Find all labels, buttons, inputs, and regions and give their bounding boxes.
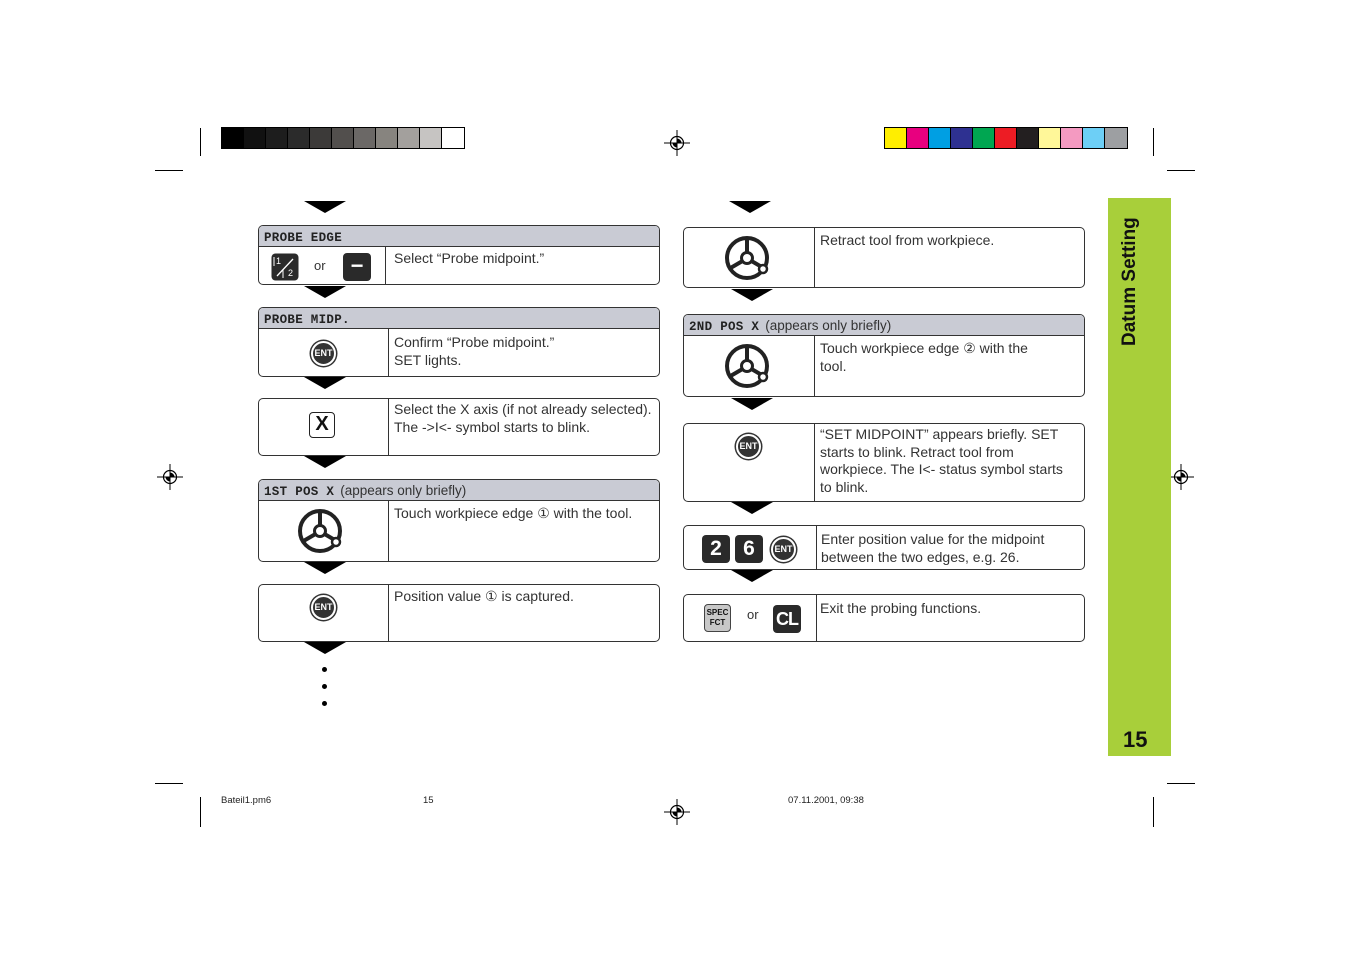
- step-description: Retract tool from workpiece.: [820, 232, 995, 248]
- color-swatch: [929, 128, 951, 148]
- color-swatch: [310, 128, 332, 148]
- color-swatch: [442, 128, 464, 148]
- color-swatch: [332, 128, 354, 148]
- color-swatch: [398, 128, 420, 148]
- flow-arrow: [304, 286, 346, 298]
- crop-mark: [155, 170, 183, 171]
- flow-arrow: [731, 570, 773, 582]
- flow-arrow: [731, 398, 773, 410]
- step-retract: [683, 227, 1085, 288]
- ent-key[interactable]: ENT: [311, 341, 336, 366]
- color-swatch: [1105, 128, 1127, 148]
- ent-key[interactable]: ENT: [771, 537, 796, 562]
- color-swatch: [1039, 128, 1061, 148]
- registration-target-icon: [664, 130, 690, 156]
- crop-mark: [1167, 783, 1195, 784]
- flow-arrow: [731, 289, 773, 301]
- color-swatch: [951, 128, 973, 148]
- color-swatch: [288, 128, 310, 148]
- svg-text:2: 2: [288, 268, 294, 278]
- color-swatch: [244, 128, 266, 148]
- continuation-dot: [322, 701, 327, 706]
- step-probe-midp: [258, 307, 660, 377]
- continuation-dot: [322, 684, 327, 689]
- step-description: Position value ① is captured.: [394, 588, 574, 604]
- or-label: or: [747, 607, 759, 622]
- color-swatch: [907, 128, 929, 148]
- display-header: 1ST POS X (appears only briefly): [259, 480, 659, 501]
- display-header: 2ND POS X (appears only briefly): [684, 315, 1084, 336]
- flow-arrow: [731, 502, 773, 514]
- step-second-pos: [683, 314, 1085, 397]
- step-probe-edge: [258, 225, 660, 285]
- spec-fct-key[interactable]: SPEC FCT: [704, 604, 731, 632]
- section-title: Datum Setting: [1119, 217, 1140, 346]
- color-swatch: [222, 128, 244, 148]
- step-description: Touch workpiece edge ② with the tool.: [820, 340, 1028, 374]
- step-description: “SET MIDPOINT” appears briefly. SET starts to blink. Retract tool from workpiece. The I<- status symbol starts to blink.: [820, 426, 1063, 495]
- footer-filename: Bateil1.pm6: [221, 795, 272, 806]
- flow-arrow: [304, 642, 346, 654]
- crop-mark: [1167, 170, 1195, 171]
- registration-target-icon: [157, 464, 183, 490]
- half-key-icon: [271, 253, 299, 281]
- wheel-icon: [725, 236, 771, 282]
- color-swatch: [1083, 128, 1105, 148]
- digit-2-key[interactable]: 2: [702, 535, 730, 563]
- color-swatch: [420, 128, 442, 148]
- cl-key[interactable]: CL: [773, 605, 801, 633]
- registration-target-icon: [1168, 464, 1194, 490]
- ent-key[interactable]: ENT: [311, 595, 336, 620]
- flow-arrow: [304, 201, 346, 213]
- color-swatch: [973, 128, 995, 148]
- svg-text:1: 1: [276, 256, 282, 266]
- step-enter-value: [683, 525, 1085, 570]
- footer-page: 15: [423, 795, 434, 806]
- continuation-dot: [322, 667, 327, 672]
- flow-arrow: [729, 201, 771, 213]
- step-set-midpoint: [683, 423, 1085, 502]
- color-swatch: [1061, 128, 1083, 148]
- color-swatch: [995, 128, 1017, 148]
- digit-6-key[interactable]: 6: [735, 535, 763, 563]
- color-swatch: [885, 128, 907, 148]
- step-description: Touch workpiece edge ① with the tool.: [394, 505, 633, 521]
- display-header: PROBE MIDP.: [259, 308, 659, 329]
- display-header: PROBE EDGE: [259, 226, 659, 247]
- color-bar: [884, 127, 1128, 149]
- step-captured: [258, 584, 660, 642]
- step-description: Exit the probing functions.: [820, 600, 982, 616]
- color-swatch: [1017, 128, 1039, 148]
- wheel-icon: [298, 509, 344, 555]
- footer-timestamp: 07.11.2001, 09:38: [788, 795, 864, 806]
- gray-color-bar: [221, 127, 465, 149]
- flow-arrow: [304, 456, 346, 468]
- crop-mark: [1153, 797, 1154, 827]
- crop-mark: [1153, 128, 1154, 156]
- crop-mark: [200, 797, 201, 827]
- registration-target-icon: [664, 799, 690, 825]
- wheel-icon: [725, 344, 771, 390]
- page-number: 15: [1123, 727, 1148, 752]
- step-description: Select the X axis (if not already selected). The ->I<- symbol starts to blink.: [394, 401, 652, 435]
- step-exit: [683, 594, 1085, 642]
- or-label: or: [314, 258, 326, 273]
- step-description: Enter position value for the midpoint between the two edges, e.g. 26.: [821, 531, 1045, 565]
- ent-key[interactable]: ENT: [736, 434, 761, 459]
- x-axis-key[interactable]: X: [309, 412, 335, 438]
- color-swatch: [354, 128, 376, 148]
- crop-mark: [155, 783, 183, 784]
- step-select-x: [258, 398, 660, 456]
- minus-key[interactable]: −: [343, 253, 371, 281]
- color-swatch: [266, 128, 288, 148]
- flow-arrow: [304, 562, 346, 574]
- crop-mark: [200, 128, 201, 156]
- step-description: Select “Probe midpoint.”: [394, 250, 545, 266]
- flow-arrow: [304, 377, 346, 389]
- step-description: Confirm “Probe midpoint.” SET lights.: [394, 334, 555, 368]
- color-swatch: [376, 128, 398, 148]
- step-first-pos: [258, 479, 660, 562]
